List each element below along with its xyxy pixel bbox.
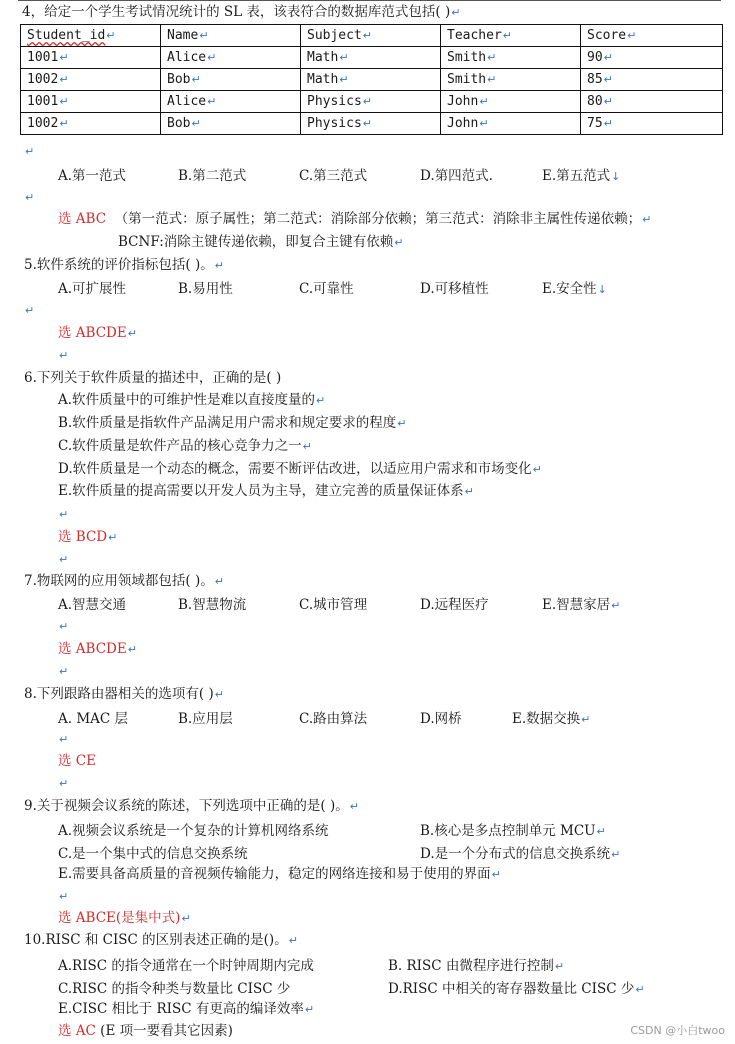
q6-option-e: E.软件质量的提高需要以开发人员为主导，建立完善的质量保证体系↵ (58, 483, 474, 499)
paragraph-mark: ↵ (25, 191, 35, 204)
table-cell: 1002↵ (21, 69, 161, 91)
csdn-watermark: CSDN @小白twoo (630, 1024, 725, 1037)
q4-option-b: B.第二范式 (178, 168, 247, 184)
table-header-cell: Teacher↵ (441, 25, 581, 47)
q9-answer: 选 ABCE(是集中式)↵ (58, 910, 191, 926)
q8-stem: 8.下列跟路由器相关的选项有( )↵ (24, 686, 224, 702)
q6-option-b: B.软件质量是指软件产品满足用户需求和规定要求的程度↵ (58, 415, 407, 431)
table-cell: Physics↵ (301, 91, 441, 113)
table-cell: Math↵ (301, 47, 441, 69)
q6-option-a: A.软件质量中的可维护性是难以直接度量的↵ (58, 392, 326, 408)
q4-explanation: BCNF:消除主键传递依赖，即复合主键有依赖↵ (118, 234, 404, 250)
q5-option-a: A.可扩展性 (58, 281, 127, 297)
q8-option-e: E.数据交换↵ (512, 711, 591, 727)
table-cell: John↵ (441, 91, 581, 113)
q8-option-b: B.应用层 (178, 711, 233, 727)
table-cell: Alice↵ (161, 91, 301, 113)
q4-option-d: D.第四范式. (420, 168, 493, 184)
q10-option-b: B. RISC 由微程序进行控制↵ (388, 958, 565, 974)
paragraph-mark: ↵ (25, 145, 35, 158)
table-cell: Smith↵ (441, 47, 581, 69)
q7-option-c: C.城市管理 (299, 597, 368, 613)
table-cell: 80↵ (581, 91, 723, 113)
q5-stem: 5.软件系统的评价指标包括( )。↵ (24, 257, 224, 273)
q7-option-d: D.远程医疗 (420, 597, 489, 613)
q4-stem: 4，给定一个学生考试情况统计的 SL 表，该表符合的数据库范式包括( )↵ (22, 4, 461, 20)
q5-option-b: B.易用性 (178, 281, 233, 297)
q7-option-a: A.智慧交通 (58, 597, 127, 613)
q4-option-a: A.第一范式 (58, 168, 127, 184)
paragraph-mark: ↵ (59, 349, 69, 362)
paragraph-mark: ↵ (59, 508, 69, 521)
q10-option-c: C.RISC 的指令种类与数量比 CISC 少 (58, 981, 291, 997)
paragraph-mark: ↵ (59, 890, 69, 903)
q10-stem: 10.RISC 和 CISC 的区别表述正确的是()。↵ (24, 932, 298, 948)
table-cell: 85↵ (581, 69, 723, 91)
table-header-cell: Name↵ (161, 25, 301, 47)
q9-option-d: D.是一个分布式的信息交换系统↵ (420, 846, 621, 862)
sl-table (20, 24, 723, 135)
table-row (21, 69, 723, 91)
table-row (21, 91, 723, 113)
table-cell: 75↵ (581, 113, 723, 135)
q6-option-d: D.软件质量是一个动态的概念，需要不断评估改进，以适应用户需求和市场变化↵ (58, 461, 542, 477)
q7-option-b: B.智慧物流 (178, 597, 247, 613)
paragraph-mark: ↵ (25, 304, 35, 317)
table-cell: Smith↵ (441, 69, 581, 91)
q9-stem: 9.关于视频会议系统的陈述，下列选项中正确的是( )。↵ (24, 798, 359, 814)
q5-option-c: C.可靠性 (299, 281, 354, 297)
q4-option-c: C.第三范式 (299, 168, 368, 184)
paragraph-mark: ↵ (59, 665, 69, 678)
q4-answer: 选 ABC （第一范式：原子属性；第二范式：消除部分依赖；第三范式：消除非主属性传递依赖；↵ (58, 211, 652, 227)
q10-answer: 选 AC (E 项一要看其它因素) (58, 1023, 233, 1039)
q5-answer: 选 ABCDE↵ (58, 325, 137, 341)
q9-option-e: E.需要具备高质量的音视频传输能力，稳定的网络连接和易于使用的界面↵ (58, 866, 501, 882)
paragraph-mark: ↵ (59, 620, 69, 633)
table-cell: Physics↵ (301, 113, 441, 135)
table-cell: Bob↵ (161, 113, 301, 135)
table-cell: 1002↵ (21, 113, 161, 135)
q6-answer: 选 BCD↵ (58, 529, 118, 545)
table-header-cell: Score↵ (581, 25, 723, 47)
q5-option-e: E.安全性↓ (542, 281, 607, 297)
q10-option-a: A.RISC 的指令通常在一个时钟周期内完成 (58, 958, 314, 974)
q7-option-e: E.智慧家居↵ (542, 597, 621, 613)
q10-option-d: D.RISC 中相关的寄存器数量比 CISC 少↵ (388, 981, 645, 997)
table-row (21, 113, 723, 135)
table-cell: Math↵ (301, 69, 441, 91)
table-header-row (21, 25, 723, 47)
q6-option-c: C.软件质量是软件产品的核心竞争力之一↵ (58, 438, 312, 454)
paragraph-mark: ↵ (59, 777, 69, 790)
q8-option-c: C.路由算法 (299, 711, 368, 727)
table-cell: 1001↵ (21, 47, 161, 69)
q8-option-a: A. MAC 层 (58, 711, 129, 727)
q7-answer: 选 ABCDE↵ (58, 641, 137, 657)
paragraph-mark: ↵ (59, 553, 69, 566)
table-cell: Alice↵ (161, 47, 301, 69)
top-divider (18, 0, 721, 1)
q8-option-d: D.网桥 (420, 711, 462, 727)
q9-option-b: B.核心是多点控制单元 MCU↵ (420, 823, 606, 839)
table-cell: 1001↵ (21, 91, 161, 113)
q8-answer: 选 CE (58, 753, 96, 769)
table-cell: John↵ (441, 113, 581, 135)
table-cell: 90↵ (581, 47, 723, 69)
q9-option-c: C.是一个集中式的信息交换系统 (58, 846, 248, 862)
q5-option-d: D.可移植性 (420, 281, 489, 297)
paragraph-mark: ↵ (59, 733, 69, 746)
q9-option-a: A.视频会议系统是一个复杂的计算机网络系统 (58, 823, 329, 839)
table-header-cell: Student_id↵ (21, 25, 161, 47)
table-cell: Bob↵ (161, 69, 301, 91)
q6-stem: 6.下列关于软件质量的描述中，正确的是( ) (24, 370, 282, 386)
q10-option-e: E.CISC 相比于 RISC 有更高的编译效率↵ (58, 1001, 315, 1017)
table-row (21, 47, 723, 69)
q7-stem: 7.物联网的应用领域都包括( )。↵ (24, 573, 224, 589)
q4-option-e: E.第五范式↓ (542, 168, 621, 184)
table-header-cell: Subject↵ (301, 25, 441, 47)
